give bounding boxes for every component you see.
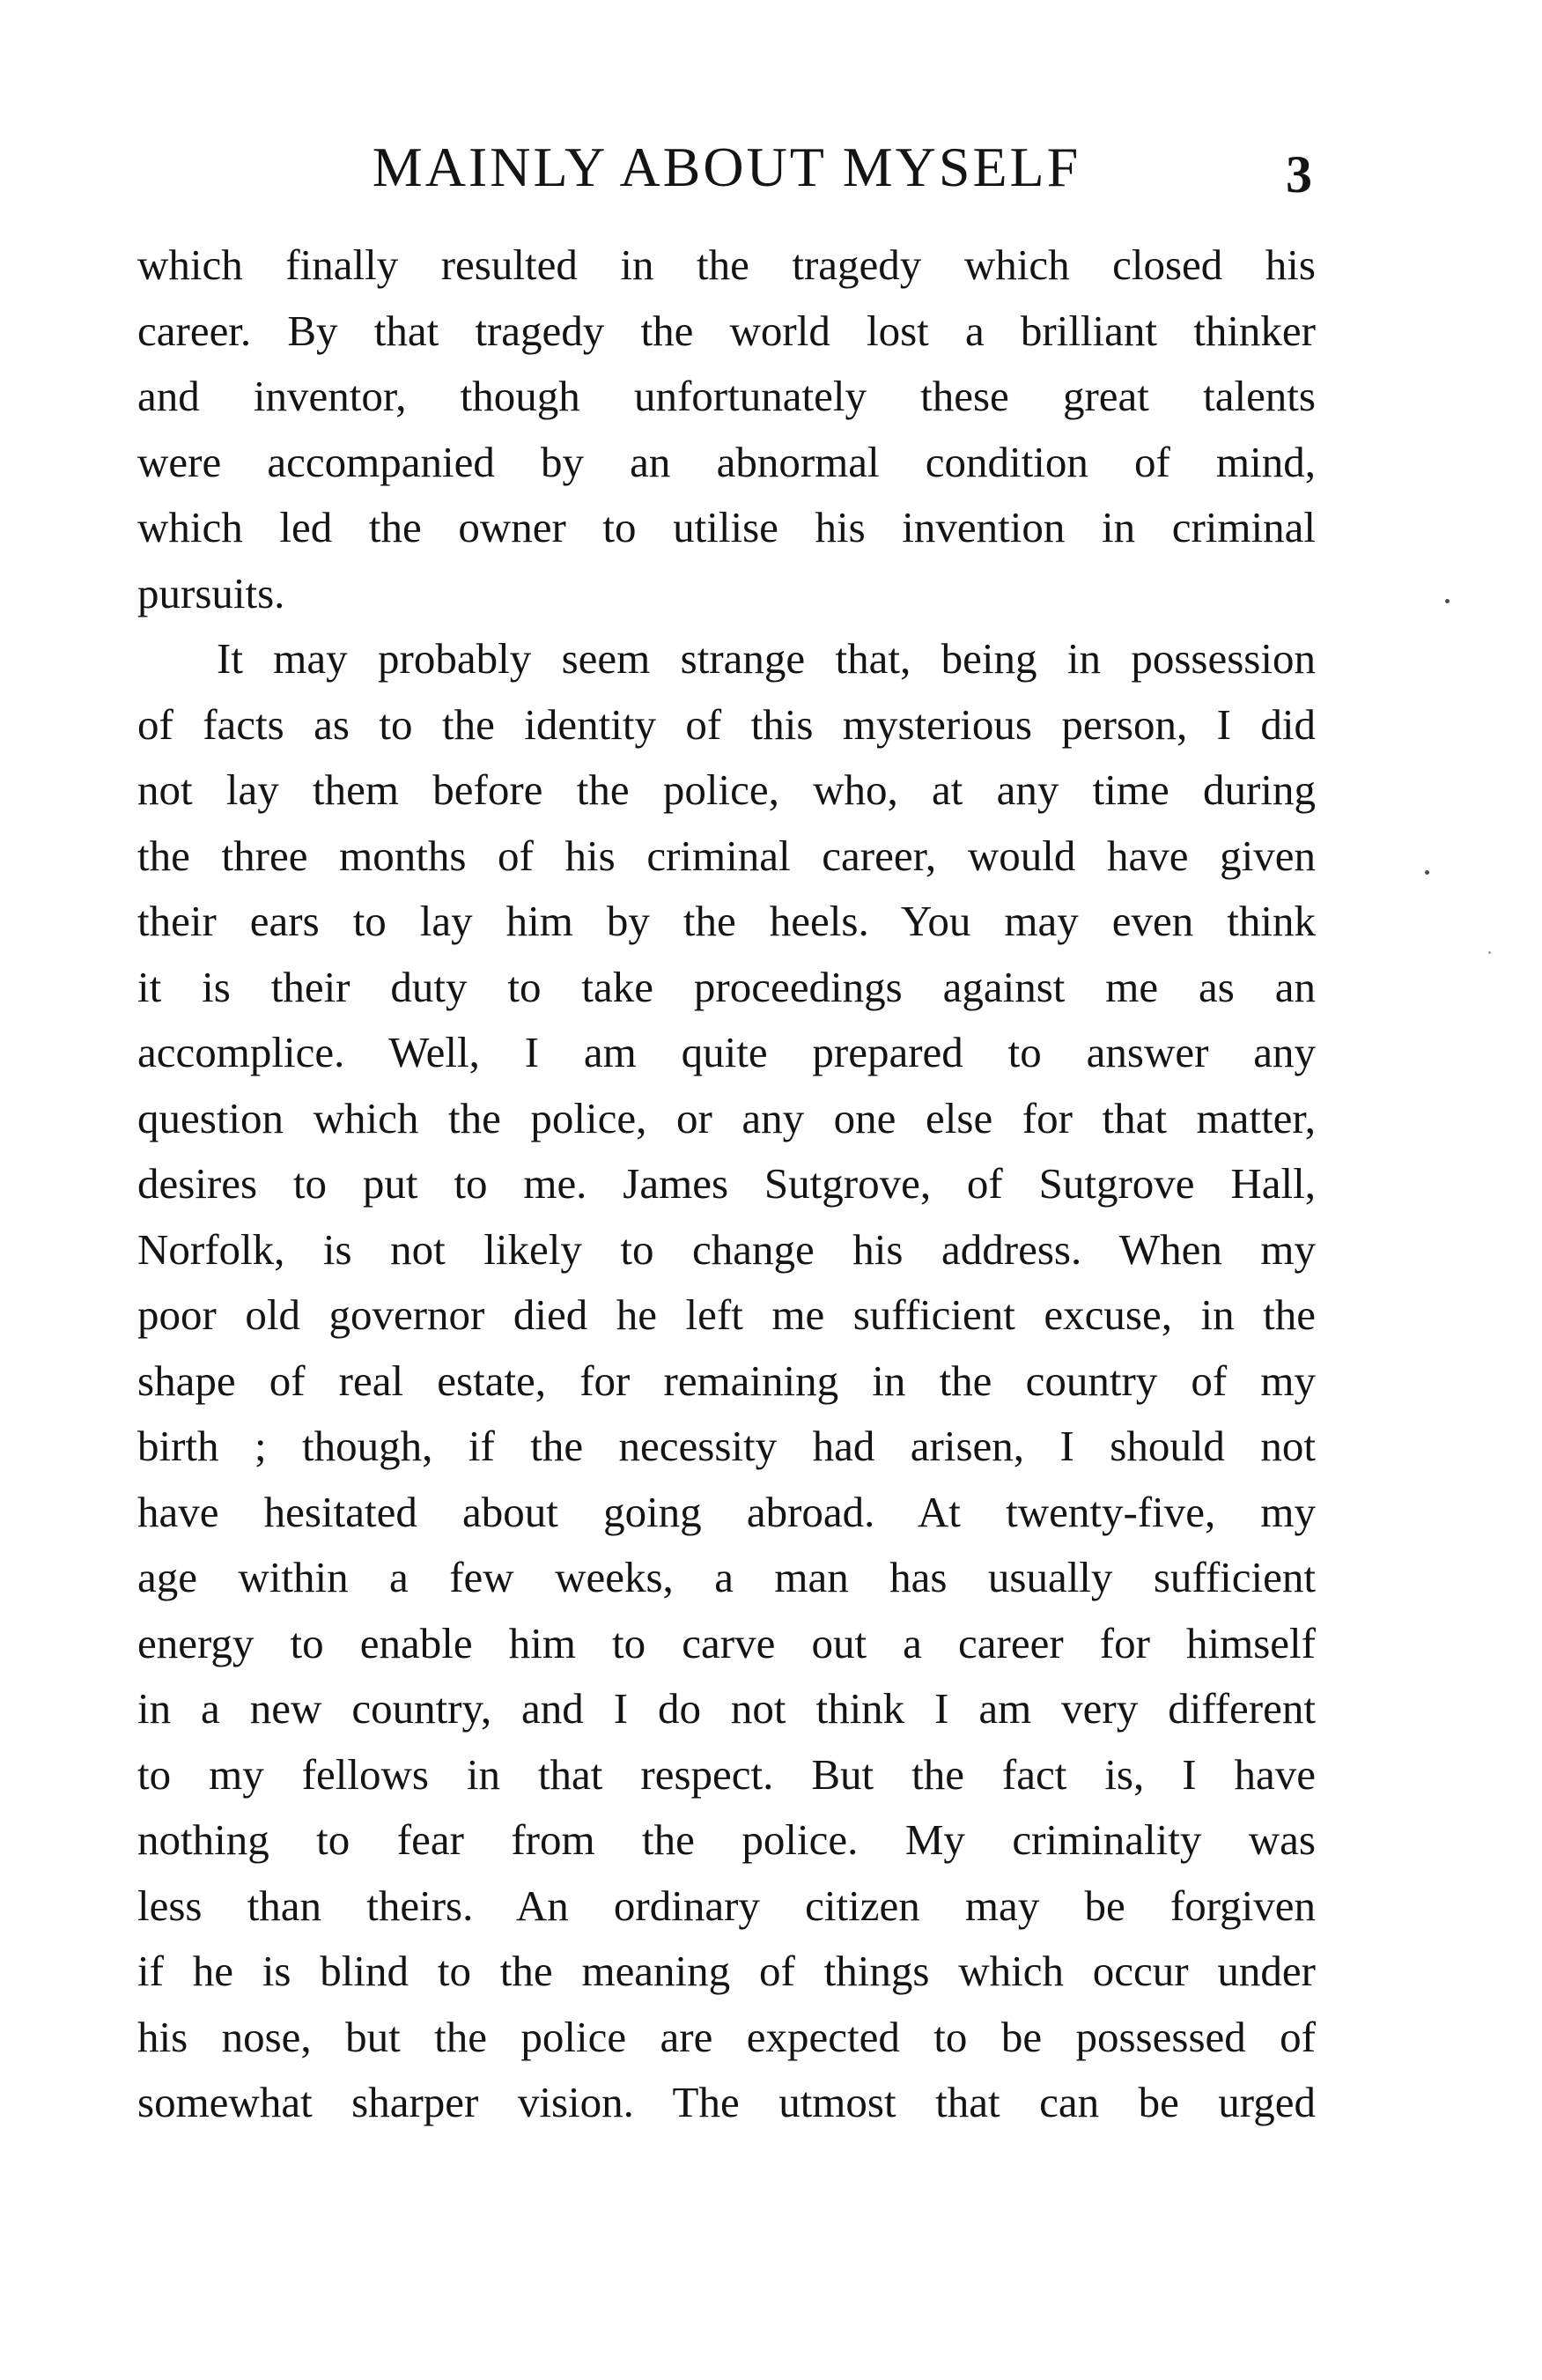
text-line: not lay them before the police, who, at any time during: [137, 765, 1316, 814]
page-number: 3: [1286, 145, 1312, 203]
text-line: somewhat sharper vision. The utmost that can be urged: [137, 2078, 1316, 2126]
text-line: which finally resulted in the tragedy which closed his: [137, 240, 1316, 289]
text-line: shape of real estate, for remaining in the country of my: [137, 1356, 1316, 1405]
print-speck: [1425, 870, 1429, 875]
text-line: their ears to lay him by the heels. You may even think: [137, 897, 1316, 945]
print-speck: [1488, 951, 1491, 954]
text-line: less than theirs. An ordinary citizen may be forgiven: [137, 1881, 1316, 1930]
text-line: and inventor, though unfortunately these great talents: [137, 372, 1316, 420]
text-line: his nose, but the police are expected to be possessed of: [137, 2012, 1316, 2061]
text-line: it is their duty to take proceedings against me as an: [137, 962, 1316, 1011]
text-line: energy to enable him to carve out a career for himself: [137, 1618, 1316, 1667]
text-line: nothing to fear from the police. My criminality was: [137, 1815, 1316, 1864]
text-line: desires to put to me. James Sutgrove, of Sutgrove Hall,: [137, 1159, 1316, 1208]
text-line: have hesitated about going abroad. At twenty-five, my: [137, 1487, 1316, 1536]
text-line: of facts as to the identity of this mysterious person, I did: [137, 699, 1316, 749]
paragraph-start-line: It may probably seem strange that, being in possession: [217, 634, 1316, 683]
text-line: poor old governor died he left me sufficient excuse, in the: [137, 1290, 1316, 1339]
text-line: which led the owner to utilise his invention in criminal: [137, 503, 1316, 551]
text-line: to my fellows in that respect. But the fact is, I have: [137, 1749, 1316, 1799]
running-head: [141, 132, 1312, 203]
text-line: in a new country, and I do not think I am very different: [137, 1684, 1316, 1733]
text-line: were accompanied by an abnormal condition of mind,: [137, 437, 1316, 486]
body-text: [137, 233, 1316, 2136]
text-line: Norfolk, is not likely to change his address. When my: [137, 1224, 1316, 1274]
text-line: the three months of his criminal career, would have given: [137, 831, 1316, 880]
text-line: career. By that tragedy the world lost a brilliant thinker: [137, 306, 1316, 355]
text-line: accomplice. Well, I am quite prepared to answer any: [137, 1028, 1316, 1076]
text-line: question which the police, or any one else for that matter,: [137, 1093, 1316, 1142]
text-line: if he is blind to the meaning of things which occur under: [137, 1947, 1316, 1995]
text-line: age within a few weeks, a man has usually sufficient: [137, 1553, 1316, 1601]
print-speck: [1445, 599, 1450, 603]
chapter-title: MAINLY ABOUT MYSELF: [372, 136, 1081, 198]
paragraph-end-line: pursuits.: [137, 568, 285, 617]
text-line: birth ; though, if the necessity had arisen, I should not: [137, 1422, 1316, 1470]
